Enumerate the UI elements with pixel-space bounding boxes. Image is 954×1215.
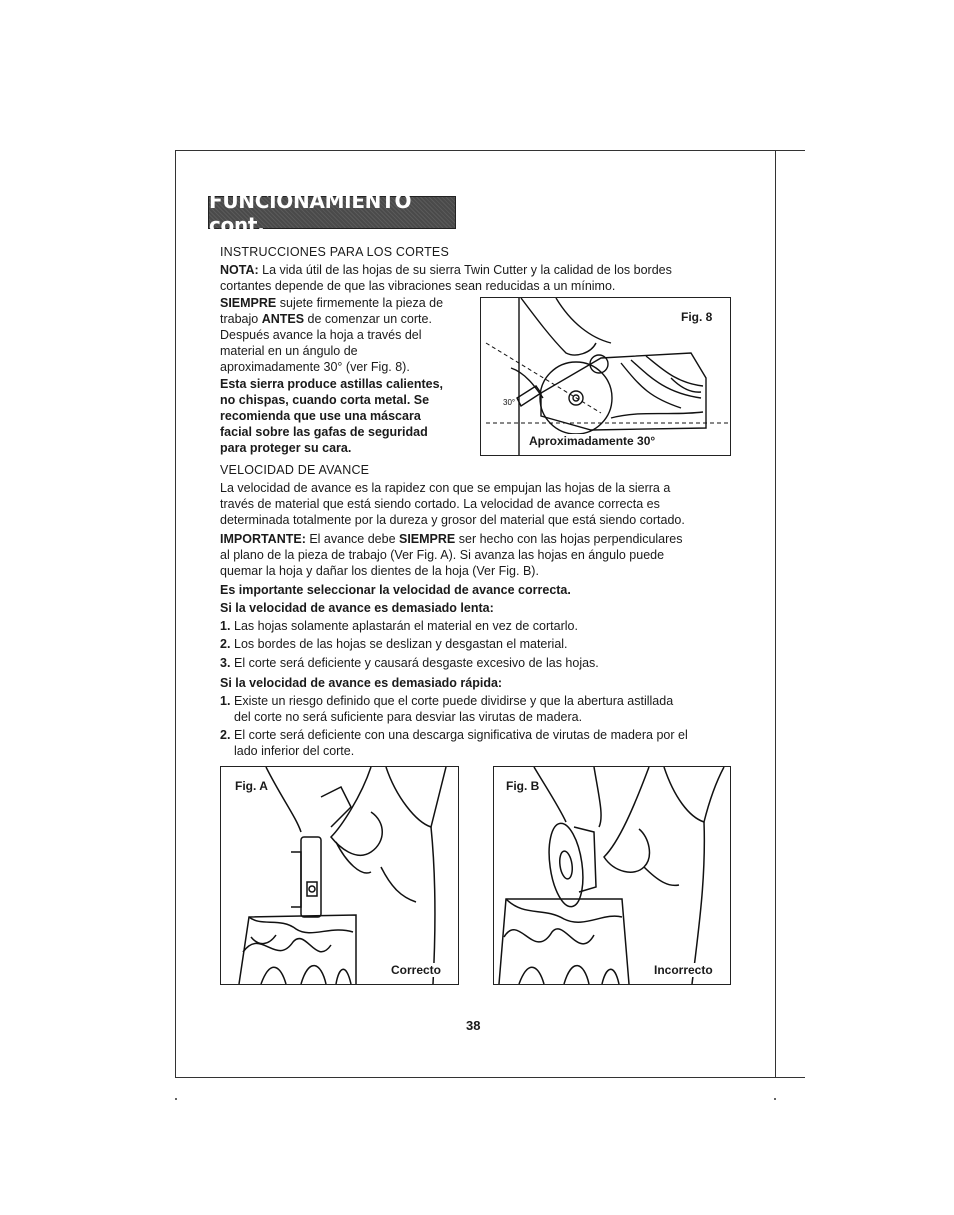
figA-caption: Correcto — [391, 963, 442, 977]
clamp-text-1: sujete firmemente la pieza de — [276, 296, 444, 310]
nota-text-1: La vida útil de las hojas de su sierra Twin Cutter y la calidad de los bordes — [258, 263, 672, 277]
feed-speed-heading: VELOCIDAD DE AVANCE — [220, 463, 370, 477]
clamp-line-5: aproximadamente 30° (ver Fig. 8). — [220, 360, 410, 374]
importante-label: IMPORTANTE: — [220, 532, 306, 546]
list-item: 1. Las hojas solamente aplastarán el material en vez de cortarlo. — [220, 619, 578, 633]
page-frame-top — [175, 150, 805, 151]
nota-line-2: cortantes depende de que las vibraciones sean reducidas a un mínimo. — [220, 279, 616, 293]
warning-line-2: no chispas, cuando corta metal. Se — [220, 393, 430, 407]
figB-label: Fig. B — [506, 779, 540, 793]
important-line-2: al plano de la pieza de trabajo (Ver Fig. A). Si avanza las hojas en ángulo puede — [220, 548, 665, 562]
clamp-line-2 — [220, 311, 432, 327]
siempre-label-2: SIEMPRE — [399, 532, 456, 546]
warning-line-3: recomienda que use una máscara — [220, 409, 421, 423]
warning-line-4: facial sobre las gafas de seguridad — [220, 425, 428, 439]
figure-8 — [480, 297, 731, 456]
banner-title: FUNCIONAMIENTO cont. — [209, 188, 412, 237]
page-frame-right — [775, 150, 776, 1078]
figure-a-illustration — [221, 767, 458, 984]
page-frame-bottom — [175, 1077, 805, 1078]
important-text-1a: El avance debe — [305, 532, 399, 546]
section-banner — [208, 188, 456, 237]
angle-label: 30° — [503, 398, 516, 407]
clamp-line-4: material en un ángulo de — [220, 344, 358, 358]
fig8-caption: Aproximadamente 30° — [529, 434, 656, 448]
figure-b-illustration — [494, 767, 730, 984]
cutting-instructions-heading: INSTRUCCIONES PARA LOS CORTES — [220, 245, 449, 259]
feed-speed-line-3: determinada totalmente por la dureza y grosor del material que está siendo cortado. — [220, 513, 685, 527]
warning-line-5: para proteger su cara. — [220, 441, 352, 455]
siempre-label: SIEMPRE — [220, 296, 277, 310]
figA-label: Fig. A — [235, 779, 268, 793]
antes-label: ANTES — [261, 312, 305, 326]
clamp-text-2a: trabajo — [220, 312, 262, 326]
feed-speed-line-1: La velocidad de avance es la rapidez con que se empujan las hojas de la sierra a — [220, 481, 671, 495]
important-text-1b: ser hecho con las hojas perpendiculares — [455, 532, 683, 546]
important-line-3: quemar la hoja y dañar los dientes de la hoja (Ver Fig. B). — [220, 564, 539, 578]
warning-line-1: Esta sierra produce astillas calientes, — [220, 377, 444, 391]
page-number: 38 — [466, 1018, 481, 1033]
too-fast-heading: Si la velocidad de avance es demasiado rápida: — [220, 676, 503, 690]
list-item: 3. El corte será deficiente y causará desgaste excesivo de las hojas. — [220, 656, 599, 670]
list-item: 2. El corte será deficiente con una descarga significativa de virutas de madera por el lado inferior del corte. — [220, 728, 688, 758]
list-item: 2. Los bordes de las hojas se deslizan y desgastan el material. — [220, 637, 568, 651]
figB-caption: Incorrecto — [654, 963, 713, 977]
clamp-line-1 — [220, 295, 443, 311]
too-slow-heading: Si la velocidad de avance es demasiado lenta: — [220, 601, 494, 615]
feed-speed-line-2: través de material que está siendo cortado. La velocidad de avance correcta es — [220, 497, 660, 511]
scan-dot — [774, 1098, 776, 1100]
scan-dot — [175, 1098, 177, 1100]
select-speed-note: Es importante seleccionar la velocidad de avance correcta. — [220, 583, 571, 597]
fig8-label: Fig. 8 — [681, 310, 713, 324]
list-item: 1. Existe un riesgo definido que el corte puede dividirse y que la abertura astillada del corte no será suficiente para desviar las virutas de madera. — [220, 694, 674, 724]
nota-line-1 — [220, 262, 672, 278]
clamp-text-2b: de comenzar un corte. — [304, 312, 432, 326]
figure-b — [493, 766, 731, 985]
clamp-line-3: Después avance la hoja a través del — [220, 328, 422, 342]
figure-a — [220, 766, 459, 985]
important-line-1 — [220, 531, 683, 547]
nota-label: NOTA: — [220, 263, 259, 277]
page-frame-left — [175, 150, 176, 1078]
